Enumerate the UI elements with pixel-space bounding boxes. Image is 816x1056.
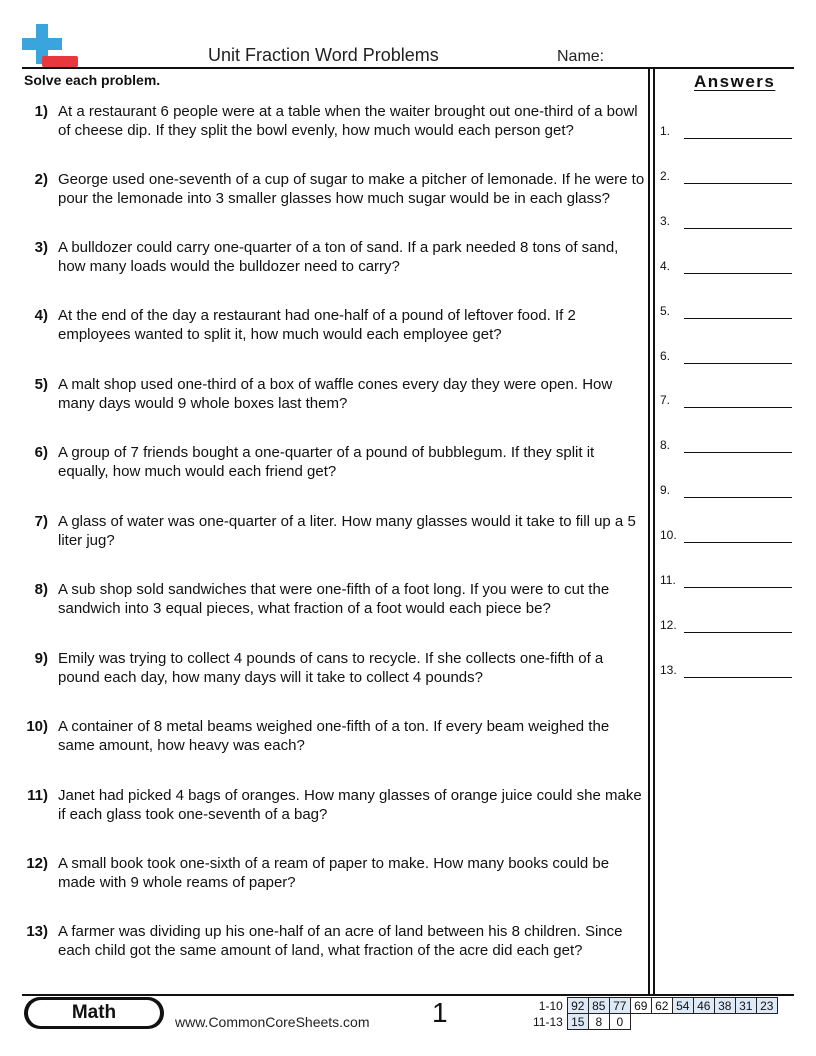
score-cell: 85 <box>588 998 609 1014</box>
answer-row <box>660 169 792 187</box>
page-title: Unit Fraction Word Problems <box>208 45 439 65</box>
problem-item <box>24 717 648 755</box>
problem-text: Emily was trying to collect 4 pounds of cans to recycle. If she collects one-fifth of a pound each day, how many days will it take to collect 4 pounds? <box>58 650 604 686</box>
problem-number: 12) <box>26 855 48 872</box>
answer-row <box>660 438 792 456</box>
footer-divider <box>22 994 794 996</box>
answer-blank-line[interactable] <box>684 228 792 229</box>
score-row <box>530 998 777 1014</box>
answer-row <box>660 483 792 501</box>
answer-number: 12. <box>660 617 677 632</box>
problem-text: At a restaurant 6 people were at a table when the waiter brought out one-third of a bowl of cheese dip. If they split the bowl evenly, how much would each person get? <box>58 103 638 139</box>
answer-row <box>660 573 792 591</box>
problem-number: 3) <box>34 239 48 256</box>
problem-text: A small book took one-sixth of a ream of paper to make. How many books could be made with 9 whole reams of paper? <box>58 855 610 891</box>
answer-row <box>660 214 792 232</box>
answer-number: 13. <box>660 662 677 677</box>
answer-blank-line[interactable] <box>684 677 792 678</box>
answer-number: 11. <box>660 573 676 587</box>
score-table <box>530 997 778 1030</box>
answer-blank-line[interactable] <box>684 183 792 184</box>
answer-row <box>660 124 792 142</box>
problem-text: At the end of the day a restaurant had one-half of a pound of leftover food. If 2 employees wanted to split it, how much would each employee get? <box>58 307 576 343</box>
answer-number: 3. <box>660 213 671 228</box>
score-range-label: 11-13 <box>533 1014 563 1029</box>
answers-heading: Answers <box>694 72 776 91</box>
answers-column-divider-inner <box>653 68 655 995</box>
score-cell: 0 <box>609 1014 630 1030</box>
score-cell: 38 <box>714 998 735 1014</box>
page-number: 1 <box>432 997 448 1028</box>
answer-blank-line[interactable] <box>684 407 792 408</box>
answer-row <box>660 304 792 322</box>
problem-text: A group of 7 friends bought a one-quarter of a pound of bubblegum. If they split it equally, how much would each friend get? <box>58 444 595 480</box>
answer-row <box>660 528 792 546</box>
plus-minus-logo-icon <box>22 24 80 68</box>
website-url: www.CommonCoreSheets.com <box>175 1014 370 1030</box>
answer-number: 5. <box>660 303 671 318</box>
subject-label: Math <box>28 1000 160 1026</box>
answer-number: 6. <box>660 348 671 363</box>
problem-item <box>24 375 648 413</box>
problem-text: George used one-seventh of a cup of sugar to make a pitcher of lemonade. If he were to pour the lemonade into 3 smaller glasses how much sugar would be in each glass? <box>58 171 645 207</box>
answer-blank-line[interactable] <box>684 587 792 588</box>
answer-number: 1. <box>660 124 671 138</box>
problem-number: 11) <box>27 787 48 804</box>
score-cell: 15 <box>567 1014 588 1030</box>
answer-number: 8. <box>660 438 671 453</box>
score-range-label: 1-10 <box>538 998 563 1013</box>
problem-item <box>24 170 648 208</box>
problem-number: 8) <box>34 581 48 598</box>
problem-text: A glass of water was one-quarter of a liter. How many glasses would it take to fill up a 5 liter jug? <box>58 513 636 549</box>
problem-text: A sub shop sold sandwiches that were one-fifth of a foot long. If you were to cut the sandwich into 3 equal pieces, what fraction of a foot would each piece be? <box>58 581 610 617</box>
problem-number: 9) <box>34 650 48 667</box>
problem-text: A malt shop used one-third of a box of waffle cones every day they were open. How many days would 9 whole boxes last them? <box>58 376 613 412</box>
problem-item <box>24 238 648 276</box>
problem-item <box>24 649 648 687</box>
problem-item <box>24 306 648 344</box>
answer-number: 10. <box>660 528 677 543</box>
problem-item <box>24 102 648 140</box>
problem-text: Janet had picked 4 bags of oranges. How many glasses of orange juice could she make if each glass took one-seventh of a bag? <box>58 787 642 823</box>
problem-item <box>24 854 648 892</box>
answer-number: 4. <box>660 258 671 273</box>
score-cell: 46 <box>693 998 714 1014</box>
problem-item <box>24 512 648 550</box>
problem-number: 2) <box>34 171 48 188</box>
answer-row <box>660 393 792 411</box>
problem-number: 7) <box>34 513 48 530</box>
problem-item <box>24 580 648 618</box>
answers-column-divider <box>648 68 650 995</box>
answer-row <box>660 663 792 681</box>
answer-blank-line[interactable] <box>684 497 792 498</box>
problem-number: 4) <box>34 307 48 324</box>
answer-number: 7. <box>660 393 671 408</box>
answer-number: 9. <box>660 483 671 498</box>
answer-blank-line[interactable] <box>684 452 792 453</box>
name-label: Name: <box>557 48 605 65</box>
score-cell: 69 <box>630 998 651 1014</box>
answer-row <box>660 349 792 367</box>
problem-text: A farmer was dividing up his one-half of an acre of land between his 8 children. Since each child got the same amount of land, what fraction of the acre did each get? <box>58 923 623 959</box>
problem-text: A bulldozer could carry one-quarter of a ton of sand. If a park needed 8 tons of sand, how many loads would the bulldozer need to carry? <box>58 239 619 275</box>
answer-blank-line[interactable] <box>684 138 792 139</box>
score-cell: 62 <box>651 998 672 1014</box>
problem-text: A container of 8 metal beams weighed one-fifth of a ton. If every beam weighed the same amount, how heavy was each? <box>58 718 610 754</box>
instructions: Solve each problem. <box>24 72 161 88</box>
problem-number: 10) <box>26 718 48 735</box>
problem-number: 5) <box>34 376 48 393</box>
problem-number: 13) <box>26 923 48 940</box>
answer-number: 2. <box>660 168 671 183</box>
subject-badge <box>24 997 164 1029</box>
score-cell: 77 <box>609 998 630 1014</box>
answer-blank-line[interactable] <box>684 542 792 543</box>
score-cell: 8 <box>588 1014 609 1030</box>
problem-number: 1) <box>34 103 48 120</box>
header-divider <box>22 67 794 69</box>
problem-item <box>24 443 648 481</box>
score-cell: 54 <box>672 998 693 1014</box>
problem-number: 6) <box>34 444 48 461</box>
problem-item <box>24 922 648 960</box>
score-cell: 31 <box>735 998 756 1014</box>
score-row <box>530 1014 777 1030</box>
answer-row <box>660 259 792 277</box>
answer-row <box>660 618 792 636</box>
answer-blank-line[interactable] <box>684 318 792 319</box>
score-cell: 23 <box>756 998 777 1014</box>
answer-blank-line[interactable] <box>684 363 792 364</box>
score-cell: 92 <box>567 998 588 1014</box>
problem-item <box>24 786 648 824</box>
answer-blank-line[interactable] <box>684 273 792 274</box>
answer-blank-line[interactable] <box>684 632 792 633</box>
